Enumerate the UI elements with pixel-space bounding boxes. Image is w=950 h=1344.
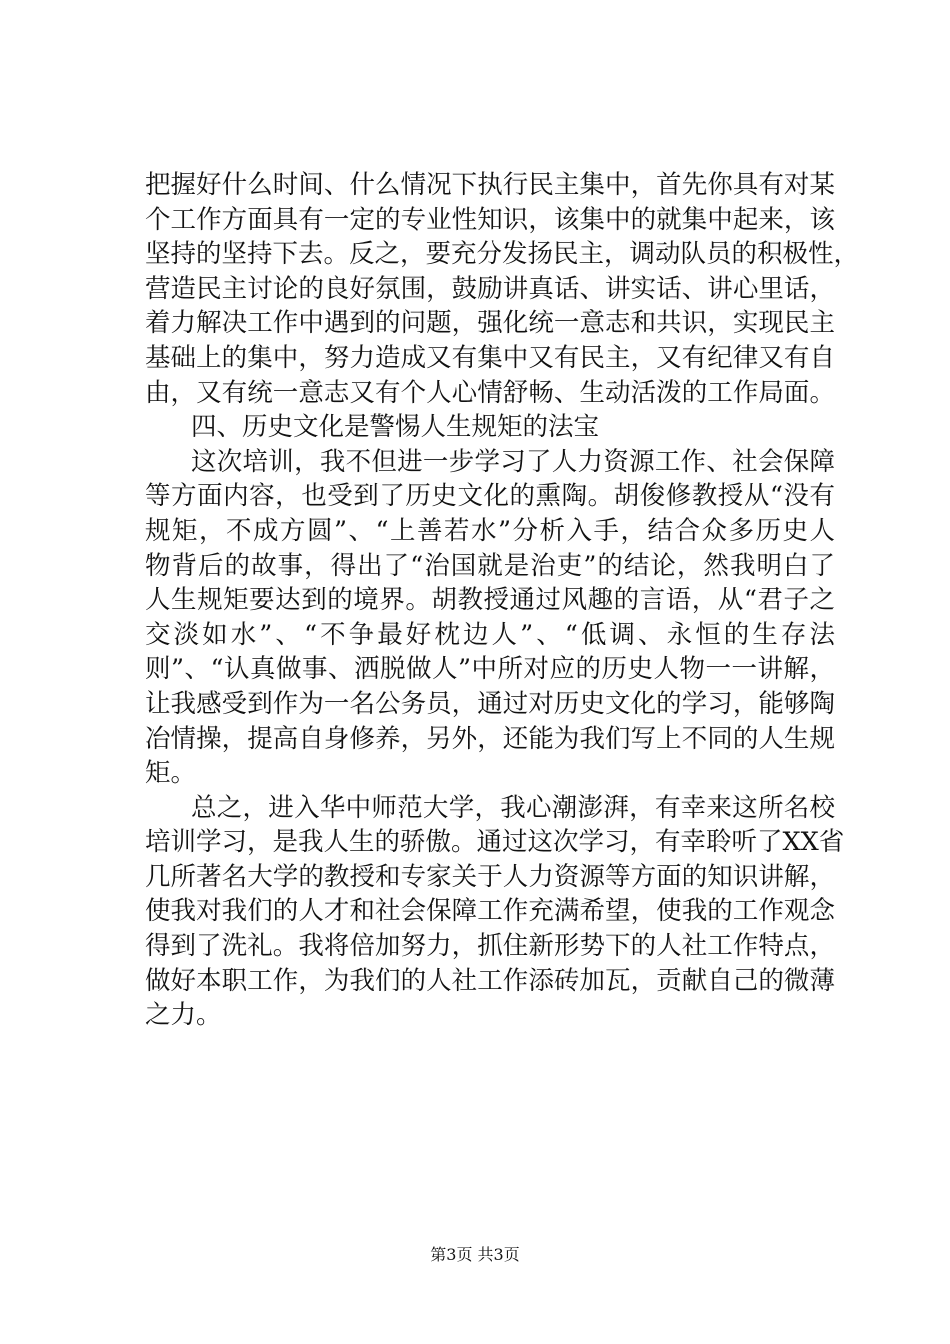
text-line: 做好本职工作，为我们的人社工作添砖加瓦，贡献自己的微薄 [145,965,835,996]
text-line: 得到了洗礼。我将倍加努力，抓住新形势下的人社工作特点， [145,931,835,962]
text-line: 物背后的故事，得出了“治国就是治吏”的结论，然我明白了 [145,550,835,581]
text-line: 培训学习，是我人生的骄傲。通过这次学习，有幸聆听了XX省 [145,827,845,858]
text-line: 人生规矩要达到的境界。胡教授通过风趣的言语，从“君子之 [145,585,835,616]
text-line: 营造民主讨论的良好氛围，鼓励讲真话、讲实话、讲心里话， [145,273,835,304]
paragraph [145,168,860,410]
text-line: 这次培训，我不但进一步学习了人力资源工作、社会保障 [191,446,835,477]
text-line: 总之，进入华中师范大学，我心潮澎湃，有幸来这所名校 [191,792,835,823]
text-line: 规矩，不成方圆”、“上善若水”分析入手，结合众多历史人 [145,515,835,546]
paragraph [145,791,845,1033]
page-footer: 第3页 共3页 [430,1245,520,1264]
text-line: 使我对我们的人才和社会保障工作充满希望，使我的工作观念 [145,896,835,927]
section-heading: 四、历史文化是警惕人生规矩的法宝 [191,412,600,443]
text-line: 矩。 [145,758,197,789]
text-line: 交淡如水”、“不争最好枕边人”、“低调、永恒的生存法 [145,619,835,650]
text-line: 冶情操，提高自身修养，另外，还能为我们写上不同的人生规 [145,723,835,754]
document-body [145,168,860,1033]
paragraph [145,445,835,791]
text-line: 坚持的坚持下去。反之，要充分发扬民主，调动队员的积极性， [145,239,860,270]
text-line: 让我感受到作为一名公务员，通过对历史文化的学习，能够陶 [145,688,835,719]
text-line: 几所著名大学的教授和专家关于人力资源等方面的知识讲解， [145,861,835,892]
text-line: 着力解决工作中遇到的问题，强化统一意志和共识，实现民主 [145,308,835,339]
text-line: 之力。 [145,1000,222,1031]
text-line: 由，又有统一意志又有个人心情舒畅、生动活泼的工作局面。 [145,377,835,408]
text-line: 把握好什么时间、什么情况下执行民主集中，首先你具有对某 [145,170,835,200]
text-line: 基础上的集中，努力造成又有集中又有民主，又有纪律又有自 [145,342,835,373]
text-line: 等方面内容，也受到了历史文化的熏陶。胡俊修教授从“没有 [145,481,835,512]
text-line: 个工作方面具有一定的专业性知识，该集中的就集中起来，该 [145,204,835,235]
text-line: 则”、“认真做事、洒脱做人”中所对应的历史人物一一讲解， [145,654,835,685]
